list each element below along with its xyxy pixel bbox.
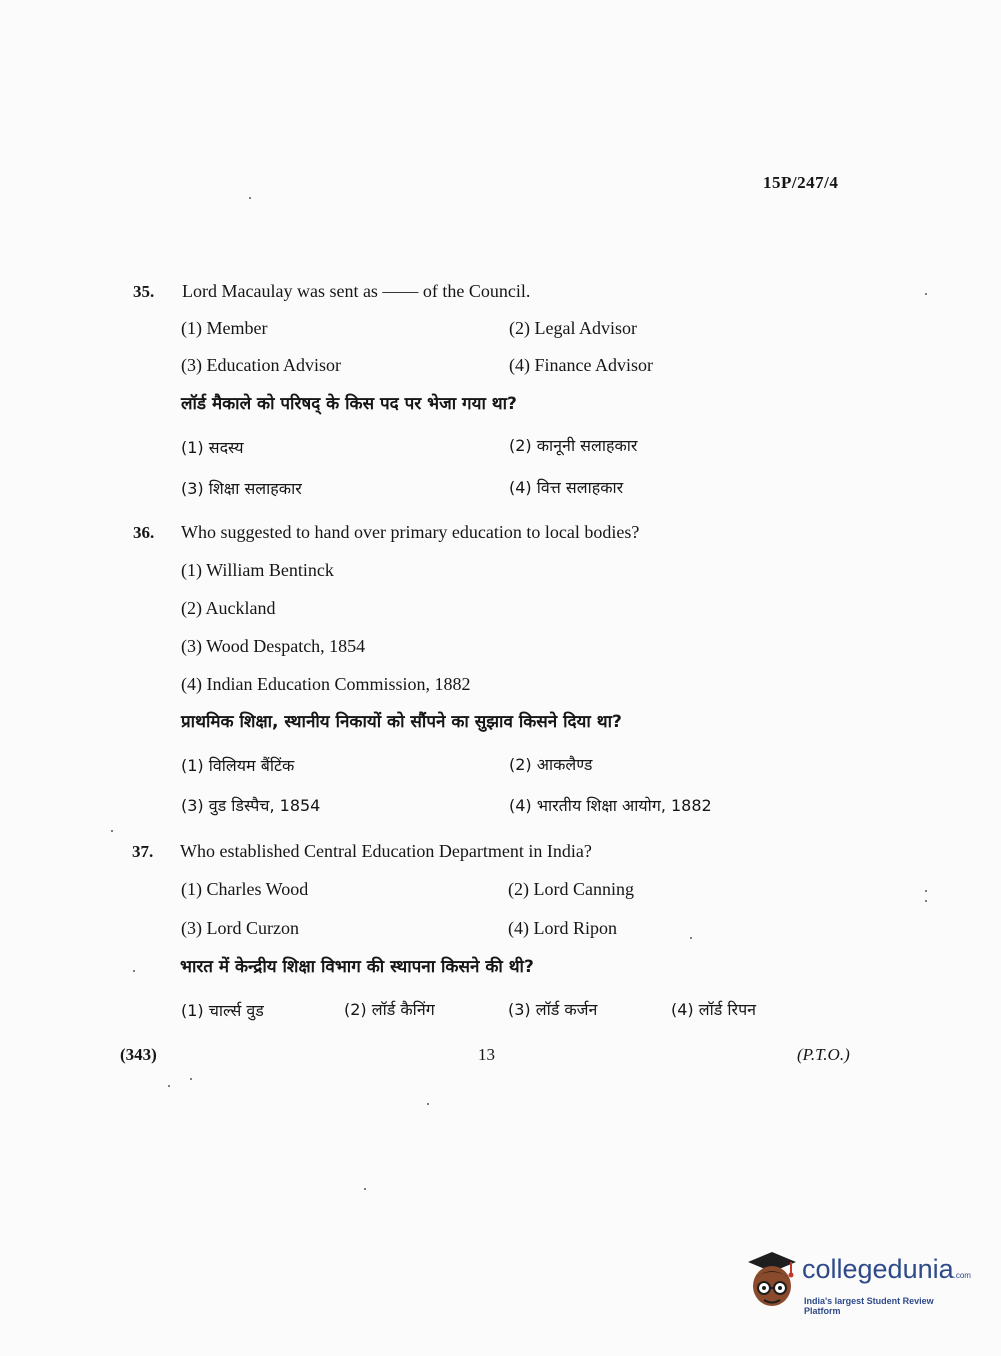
option-en: (3) Education Advisor xyxy=(181,355,341,375)
option-hi: (2) कानूनी सलाहकार xyxy=(509,436,638,455)
option-hi: (4) लॉर्ड रिपन xyxy=(671,1000,757,1019)
collegedunia-watermark xyxy=(742,1248,972,1320)
footer-code: (343) xyxy=(120,1045,157,1064)
option-en: (4) Finance Advisor xyxy=(509,355,653,375)
scan-speck xyxy=(190,1078,192,1080)
option-en: (4) Lord Ripon xyxy=(508,918,617,938)
scan-speck xyxy=(925,293,927,295)
scan-speck xyxy=(364,1188,366,1190)
option-en: (1) William Bentinck xyxy=(181,560,334,580)
scan-speck xyxy=(925,900,927,902)
option-hi: (2) लॉर्ड कैनिंग xyxy=(344,1000,435,1019)
brand-tagline: India's largest Student Review Platform xyxy=(804,1296,934,1316)
brand-domain-suffix: .com xyxy=(953,1271,971,1280)
option-en: (3) Wood Despatch, 1854 xyxy=(181,636,366,656)
scan-speck xyxy=(111,830,113,832)
scan-speck xyxy=(427,1103,429,1105)
option-hi: (2) आकलैण्ड xyxy=(509,755,593,774)
option-hi: (1) चार्ल्स वुड xyxy=(181,1001,264,1020)
option-hi: (1) विलियम बैंटिंक xyxy=(181,756,295,775)
paper-code: 15P/247/4 xyxy=(763,173,839,192)
question-text-en: Who established Central Education Department in India? xyxy=(180,841,592,861)
scan-speck xyxy=(249,197,251,199)
question-text-hi: भारत में केन्द्रीय शिक्षा विभाग की स्थापना किसने की थी? xyxy=(180,957,534,977)
option-en: (2) Lord Canning xyxy=(508,879,634,899)
question-number: 36. xyxy=(133,523,155,542)
scan-speck xyxy=(133,970,135,972)
option-en: (4) Indian Education Commission, 1882 xyxy=(181,674,471,694)
question-text-hi: प्राथमिक शिक्षा, स्थानीय निकायों को सौंपने का सुझाव किसने दिया था? xyxy=(181,712,622,732)
mascot-with-graduation-cap-icon xyxy=(742,1248,802,1314)
option-en: (3) Lord Curzon xyxy=(181,918,299,938)
question-text-hi: लॉर्ड मैकाले को परिषद् के किस पद पर भेजा गया था? xyxy=(181,394,517,414)
question-number: 37. xyxy=(132,842,154,861)
option-en: (2) Auckland xyxy=(181,598,276,618)
option-hi: (3) वुड डिस्पैच, 1854 xyxy=(181,796,321,815)
scan-speck xyxy=(168,1085,170,1087)
scan-speck xyxy=(690,937,692,939)
brand-name xyxy=(802,1254,971,1285)
option-en: (1) Charles Wood xyxy=(181,879,309,899)
option-hi: (1) सदस्य xyxy=(181,438,244,457)
option-en: (2) Legal Advisor xyxy=(509,318,637,338)
option-hi: (3) शिक्षा सलाहकार xyxy=(181,479,302,498)
pto-label: (P.T.O.) xyxy=(797,1045,850,1064)
question-text-en: Who suggested to hand over primary education to local bodies? xyxy=(181,522,640,542)
option-en: (1) Member xyxy=(181,318,268,338)
page-number: 13 xyxy=(478,1045,495,1064)
brand-wordmark: collegedunia xyxy=(802,1254,954,1284)
option-hi: (3) लॉर्ड कर्जन xyxy=(508,1000,598,1019)
question-text-en: Lord Macaulay was sent as —— of the Council. xyxy=(182,281,531,301)
option-hi: (4) भारतीय शिक्षा आयोग, 1882 xyxy=(509,796,712,815)
scan-speck xyxy=(925,890,927,892)
question-number: 35. xyxy=(133,282,155,301)
option-hi: (4) वित्त सलाहकार xyxy=(509,478,624,497)
